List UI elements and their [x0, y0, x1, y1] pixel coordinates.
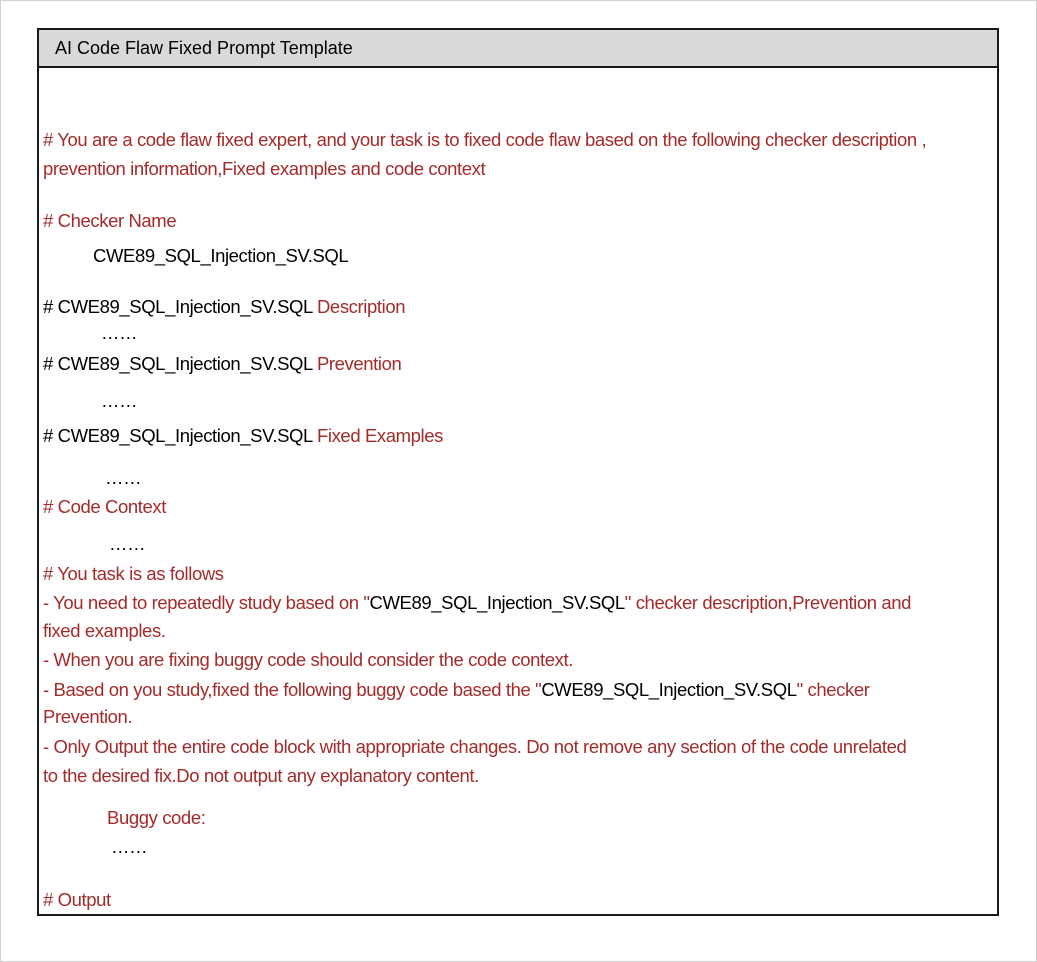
description-label: Description: [316, 296, 406, 317]
prevention-ellipsis: ……: [101, 390, 138, 411]
buggy-code-label: Buggy code:: [107, 807, 206, 828]
task-item-4-cont: to the desired fix.Do not output any explanatory content.: [43, 765, 479, 786]
task-item-1-cont: fixed examples.: [43, 620, 166, 641]
task-item-3-cont: Prevention.: [43, 706, 133, 727]
task-item-1-text-b: " checker description,Prevention and: [624, 592, 912, 613]
template-title: AI Code Flaw Fixed Prompt Template: [39, 30, 997, 68]
checker-name-heading: # Checker Name: [43, 210, 177, 231]
prompt-template-box: [37, 28, 999, 916]
prevention-label: Prevention: [316, 353, 402, 374]
task-item-1: [43, 592, 911, 614]
task-item-2: - When you are fixing buggy code should consider the code context.: [43, 649, 573, 670]
intro-line-2: prevention information,Fixed examples and code context: [43, 158, 486, 179]
task-item-4: - Only Output the entire code block with appropriate changes. Do not remove any section of the code unrelated: [43, 736, 907, 757]
task-item-1-text-a: - You need to repeatedly study based on ": [43, 592, 370, 613]
checker-name-value: CWE89_SQL_Injection_SV.SQL: [93, 245, 349, 266]
buggy-code-ellipsis: ……: [111, 836, 148, 857]
intro-line-1: # You are a code flaw fixed expert, and your task is to fixed code flaw based on the following checker description ,: [43, 129, 927, 150]
task-item-1-checker: CWE89_SQL_Injection_SV.SQL: [369, 592, 625, 613]
code-context-heading: # Code Context: [43, 496, 166, 517]
task-item-3-text-b: " checker: [796, 679, 870, 700]
code-context-ellipsis: ……: [109, 533, 146, 554]
fixed-examples-ellipsis: ……: [105, 467, 142, 488]
fixed-examples-heading: [43, 425, 443, 447]
template-content: [43, 68, 993, 914]
task-item-3-text-a: - Based on you study,fixed the following buggy code based the ": [43, 679, 542, 700]
output-heading: # Output: [43, 889, 111, 910]
fixed-examples-checker: # CWE89_SQL_Injection_SV.SQL: [43, 425, 313, 446]
prevention-checker: # CWE89_SQL_Injection_SV.SQL: [43, 353, 313, 374]
task-heading: # You task is as follows: [43, 563, 224, 584]
task-item-3-checker: CWE89_SQL_Injection_SV.SQL: [541, 679, 797, 700]
description-checker: # CWE89_SQL_Injection_SV.SQL: [43, 296, 313, 317]
prevention-heading: [43, 353, 401, 375]
task-item-3: [43, 679, 870, 701]
description-heading: [43, 296, 405, 318]
description-ellipsis: ……: [101, 322, 138, 343]
fixed-examples-label: Fixed Examples: [316, 425, 443, 446]
